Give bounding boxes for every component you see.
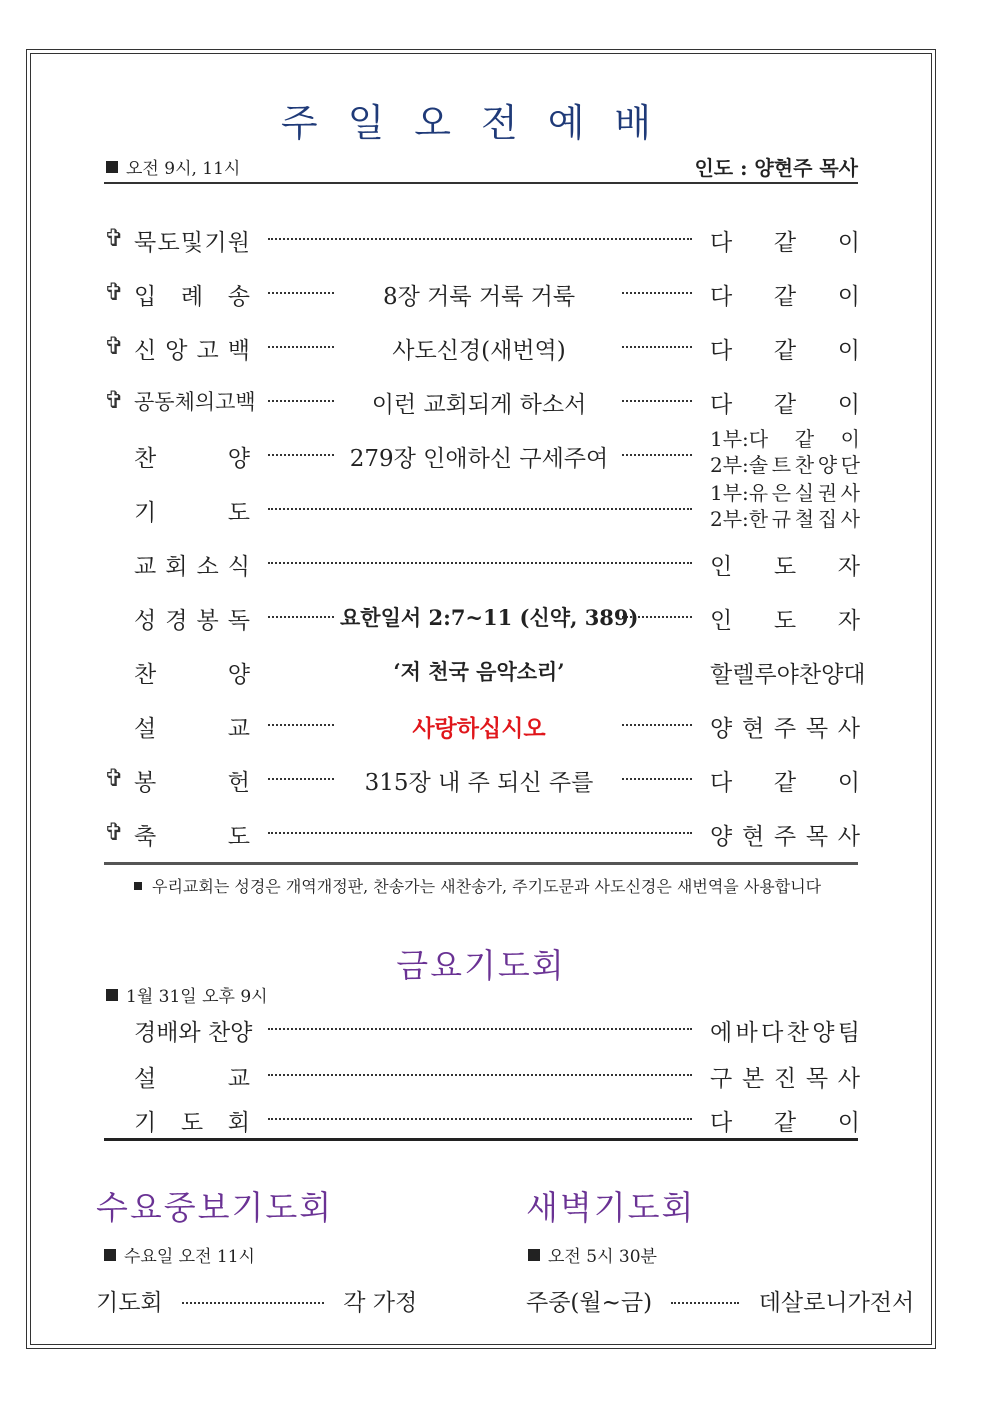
char: 규 bbox=[771, 507, 792, 531]
char: 이 bbox=[840, 427, 860, 451]
char: 솔 bbox=[748, 453, 769, 477]
order-detail: ‘저 천국 음악소리’ bbox=[393, 659, 565, 684]
char: 실 bbox=[794, 481, 815, 505]
char: 다 bbox=[748, 427, 769, 451]
part-label: 1부: bbox=[710, 427, 749, 451]
order-label bbox=[134, 1104, 250, 1137]
part-name bbox=[749, 452, 860, 478]
square-bullet-icon bbox=[106, 989, 118, 1001]
leader-dots bbox=[268, 238, 692, 240]
char: 식 bbox=[227, 554, 250, 580]
char: 교 bbox=[227, 1066, 250, 1092]
order-detail: 요한일서 2:7~11 (신약, 389) bbox=[340, 605, 639, 630]
order-responder bbox=[710, 224, 860, 257]
usage-note bbox=[134, 874, 821, 897]
order-row bbox=[104, 220, 860, 256]
char: 같 bbox=[794, 427, 815, 451]
char: 기 bbox=[204, 230, 227, 256]
char: 자 bbox=[837, 608, 860, 634]
leader-dots bbox=[268, 346, 334, 348]
responder-line bbox=[710, 426, 860, 452]
leader-dots bbox=[268, 832, 692, 834]
char: 사 bbox=[840, 507, 860, 531]
cross-icon: ✞ bbox=[104, 386, 125, 414]
order-detail: 315장 내 주 되신 주를 bbox=[364, 770, 594, 796]
char: 원 bbox=[227, 230, 250, 256]
char: 경 bbox=[165, 608, 188, 634]
leader-dots bbox=[268, 508, 692, 510]
char: 구 bbox=[710, 1066, 733, 1092]
char: 사 bbox=[837, 824, 860, 850]
square-bullet-icon bbox=[134, 882, 142, 890]
char: 양 bbox=[812, 1020, 835, 1046]
char: 기 bbox=[134, 500, 157, 526]
char: 독 bbox=[227, 608, 250, 634]
square-bullet-icon bbox=[106, 161, 118, 173]
part-label: 2부: bbox=[710, 507, 749, 531]
char: 에 bbox=[710, 1020, 733, 1046]
order-row bbox=[104, 544, 860, 580]
char: 앙 bbox=[165, 338, 188, 364]
order-row bbox=[104, 652, 866, 688]
wednesday-time bbox=[104, 1242, 255, 1267]
char: 설 bbox=[134, 1066, 157, 1092]
leader-dots bbox=[622, 346, 692, 348]
char: 현 bbox=[741, 716, 765, 742]
order-detail: 279장 인애하신 구세주여 bbox=[349, 446, 609, 472]
order-responder bbox=[710, 1104, 860, 1137]
char: 입 bbox=[134, 284, 157, 310]
dawn-title: 새벽기도회 bbox=[526, 1188, 696, 1227]
char: 같 bbox=[773, 338, 797, 364]
order-row bbox=[104, 760, 860, 796]
friday-row bbox=[104, 1010, 860, 1046]
order-label bbox=[134, 764, 250, 797]
char: 도 bbox=[180, 1110, 204, 1136]
char: 이 bbox=[837, 770, 860, 796]
friday-row bbox=[104, 1056, 860, 1092]
char: 양 bbox=[710, 824, 733, 850]
char: 사 bbox=[840, 481, 860, 505]
sunday-leader: 인도 : 양현주 목사 bbox=[694, 156, 858, 180]
leader-dots bbox=[622, 454, 692, 456]
leader-dots bbox=[268, 292, 334, 294]
leader-dots bbox=[622, 292, 692, 294]
order-detail: 사랑하십시오 bbox=[412, 715, 546, 742]
char: 기 bbox=[134, 1110, 157, 1136]
order-responder bbox=[710, 1060, 860, 1093]
char: 백 bbox=[227, 338, 250, 364]
char: 찬 bbox=[794, 453, 815, 477]
part-name bbox=[749, 426, 860, 452]
order-responder bbox=[710, 818, 860, 851]
char: 찬 bbox=[786, 1020, 809, 1046]
dawn-item bbox=[526, 1284, 914, 1317]
char: 다 bbox=[710, 1110, 733, 1136]
char: 신 bbox=[134, 338, 157, 364]
order-label: 공동체의고백 bbox=[134, 390, 256, 414]
char: 도 bbox=[773, 608, 797, 634]
char: 설 bbox=[134, 716, 157, 742]
char: 같 bbox=[773, 230, 797, 256]
char: 양 bbox=[710, 716, 733, 742]
char: 다 bbox=[710, 770, 733, 796]
cross-icon: ✞ bbox=[104, 332, 125, 360]
char: 사 bbox=[837, 1066, 860, 1092]
char: 철 bbox=[794, 507, 815, 531]
char: 성 bbox=[134, 608, 157, 634]
order-label bbox=[134, 278, 250, 311]
leader-dots bbox=[268, 1074, 692, 1076]
leader-dots bbox=[182, 1302, 324, 1304]
char: 이 bbox=[837, 392, 860, 418]
friday-time bbox=[106, 982, 268, 1007]
leader-dots bbox=[268, 454, 334, 456]
char: 양 bbox=[227, 446, 250, 472]
dawn-item-label: 주중(월~금) bbox=[526, 1290, 653, 1316]
char: 목 bbox=[805, 824, 829, 850]
wednesday-item-label: 기도회 bbox=[96, 1290, 163, 1316]
leader-dots bbox=[268, 1118, 692, 1120]
char: 진 bbox=[773, 1066, 797, 1092]
char: 송 bbox=[227, 284, 250, 310]
part-label: 2부: bbox=[710, 453, 749, 477]
char: 다 bbox=[710, 392, 733, 418]
cross-icon: ✞ bbox=[104, 818, 125, 846]
responder-line bbox=[710, 452, 860, 478]
sunday-time bbox=[106, 154, 240, 179]
cross-icon: ✞ bbox=[104, 224, 125, 252]
char: 고 bbox=[196, 338, 219, 364]
cross-icon: ✞ bbox=[104, 764, 125, 792]
char: 회 bbox=[227, 1110, 250, 1136]
order-label bbox=[134, 1060, 250, 1093]
order-detail: 사도신경(새번역) bbox=[392, 338, 566, 364]
char: 양 bbox=[227, 662, 250, 688]
char: 바 bbox=[735, 1020, 758, 1046]
char: 유 bbox=[748, 481, 769, 505]
char: 이 bbox=[837, 284, 860, 310]
char: 같 bbox=[773, 1110, 797, 1136]
order-row bbox=[104, 814, 860, 850]
order-responder bbox=[710, 602, 860, 635]
sunday-time-text: 오전 9시, 11시 bbox=[126, 159, 241, 179]
order-label bbox=[134, 548, 250, 581]
char: 같 bbox=[773, 392, 797, 418]
order-responder bbox=[710, 332, 860, 365]
order-responder bbox=[710, 710, 860, 743]
header-divider bbox=[104, 182, 858, 184]
order-label bbox=[134, 224, 250, 257]
char: 팀 bbox=[837, 1020, 860, 1046]
char: 다 bbox=[761, 1020, 784, 1046]
order-row bbox=[104, 274, 860, 310]
char: 교 bbox=[134, 554, 157, 580]
friday-time-text: 1월 31일 오후 9시 bbox=[126, 987, 268, 1007]
order-responder bbox=[710, 278, 860, 311]
char: 목 bbox=[805, 1066, 829, 1092]
char: 이 bbox=[837, 1110, 860, 1136]
char: 도 bbox=[227, 824, 250, 850]
char: 봉 bbox=[134, 770, 157, 796]
order-label bbox=[134, 494, 250, 527]
leader-dots bbox=[622, 724, 692, 726]
order-responder bbox=[710, 480, 860, 532]
friday-divider bbox=[104, 1138, 858, 1141]
char: 봉 bbox=[196, 608, 219, 634]
char: 같 bbox=[773, 770, 797, 796]
order-row bbox=[104, 706, 860, 742]
dawn-item-resp: 데살로니가전서 bbox=[758, 1290, 915, 1316]
order-responder: 할렐루야찬양대 bbox=[710, 662, 866, 688]
order-divider bbox=[104, 862, 858, 865]
order-detail: 이런 교회되게 하소서 bbox=[371, 392, 587, 418]
part-label: 1부: bbox=[710, 481, 749, 505]
char: 다 bbox=[710, 230, 733, 256]
char: 이 bbox=[837, 338, 860, 364]
char: 권 bbox=[817, 481, 838, 505]
char: 집 bbox=[817, 507, 838, 531]
order-row bbox=[104, 598, 860, 634]
wednesday-item-resp: 각 가정 bbox=[343, 1290, 418, 1316]
sunday-title: 주일오전예배 bbox=[280, 101, 682, 145]
friday-title: 금요기도회 bbox=[396, 946, 566, 985]
char: 회 bbox=[165, 554, 188, 580]
order-label bbox=[134, 440, 250, 473]
char: 은 bbox=[771, 481, 792, 505]
responder-line bbox=[710, 480, 860, 506]
order-label bbox=[134, 602, 250, 635]
dawn-time-text: 오전 5시 30분 bbox=[548, 1247, 657, 1267]
order-responder bbox=[710, 386, 860, 419]
char: 같 bbox=[773, 284, 797, 310]
cross-icon: ✞ bbox=[104, 278, 125, 306]
char: 및 bbox=[180, 230, 204, 256]
char: 양 bbox=[817, 453, 838, 477]
char: 주 bbox=[773, 824, 797, 850]
char: 헌 bbox=[227, 770, 250, 796]
order-label bbox=[134, 710, 250, 743]
order-detail: 8장 거룩 거룩 거룩 bbox=[382, 284, 576, 310]
leader-dots bbox=[268, 616, 334, 618]
responder-line bbox=[710, 506, 860, 532]
char: 사 bbox=[837, 716, 860, 742]
order-row bbox=[104, 328, 860, 364]
char: 도 bbox=[773, 554, 797, 580]
leader-dots bbox=[268, 724, 334, 726]
char: 다 bbox=[710, 338, 733, 364]
part-name bbox=[749, 506, 860, 532]
char: 묵 bbox=[134, 230, 157, 256]
order-label bbox=[134, 818, 250, 851]
char: 례 bbox=[180, 284, 204, 310]
usage-note-text: 우리교회는 성경은 개역개정판, 찬송가는 새찬송가, 주기도문과 사도신경은 새번역을 사용합니다 bbox=[152, 877, 822, 896]
leader-dots bbox=[671, 1302, 739, 1304]
order-responder bbox=[710, 764, 860, 797]
char: 다 bbox=[710, 284, 733, 310]
char: 이 bbox=[837, 230, 860, 256]
char: 인 bbox=[710, 608, 733, 634]
square-bullet-icon bbox=[104, 1249, 116, 1261]
char: 소 bbox=[196, 554, 219, 580]
char: 주 bbox=[773, 716, 797, 742]
wednesday-title: 수요중보기도회 bbox=[96, 1188, 334, 1227]
char: 현 bbox=[741, 824, 765, 850]
order-label: 경배와 찬양 bbox=[134, 1020, 253, 1046]
char: 본 bbox=[741, 1066, 765, 1092]
order-row bbox=[104, 427, 860, 477]
char: 트 bbox=[771, 453, 792, 477]
order-responder bbox=[710, 548, 860, 581]
friday-row bbox=[104, 1100, 860, 1136]
char: 찬 bbox=[134, 446, 157, 472]
char: 도 bbox=[227, 500, 250, 526]
leader-dots bbox=[622, 400, 692, 402]
char: 자 bbox=[837, 554, 860, 580]
char: 축 bbox=[134, 824, 157, 850]
char: 인 bbox=[710, 554, 733, 580]
leader-dots bbox=[268, 778, 334, 780]
leader-dots bbox=[268, 1028, 692, 1030]
dawn-time bbox=[528, 1242, 657, 1267]
square-bullet-icon bbox=[528, 1249, 540, 1261]
char: 찬 bbox=[134, 662, 157, 688]
order-row bbox=[104, 481, 860, 531]
order-label bbox=[134, 656, 250, 689]
order-row bbox=[104, 382, 860, 418]
order-responder bbox=[710, 426, 860, 478]
wednesday-item bbox=[96, 1284, 417, 1317]
leader-dots bbox=[268, 562, 692, 564]
part-name bbox=[749, 480, 860, 506]
order-responder bbox=[710, 1014, 860, 1047]
char: 도 bbox=[157, 230, 180, 256]
leader-dots bbox=[622, 778, 692, 780]
wednesday-time-text: 수요일 오전 11시 bbox=[124, 1247, 255, 1267]
char: 목 bbox=[805, 716, 829, 742]
char: 교 bbox=[227, 716, 250, 742]
order-label bbox=[134, 332, 250, 365]
char: 한 bbox=[748, 507, 769, 531]
char: 단 bbox=[840, 453, 860, 477]
leader-dots bbox=[268, 400, 334, 402]
